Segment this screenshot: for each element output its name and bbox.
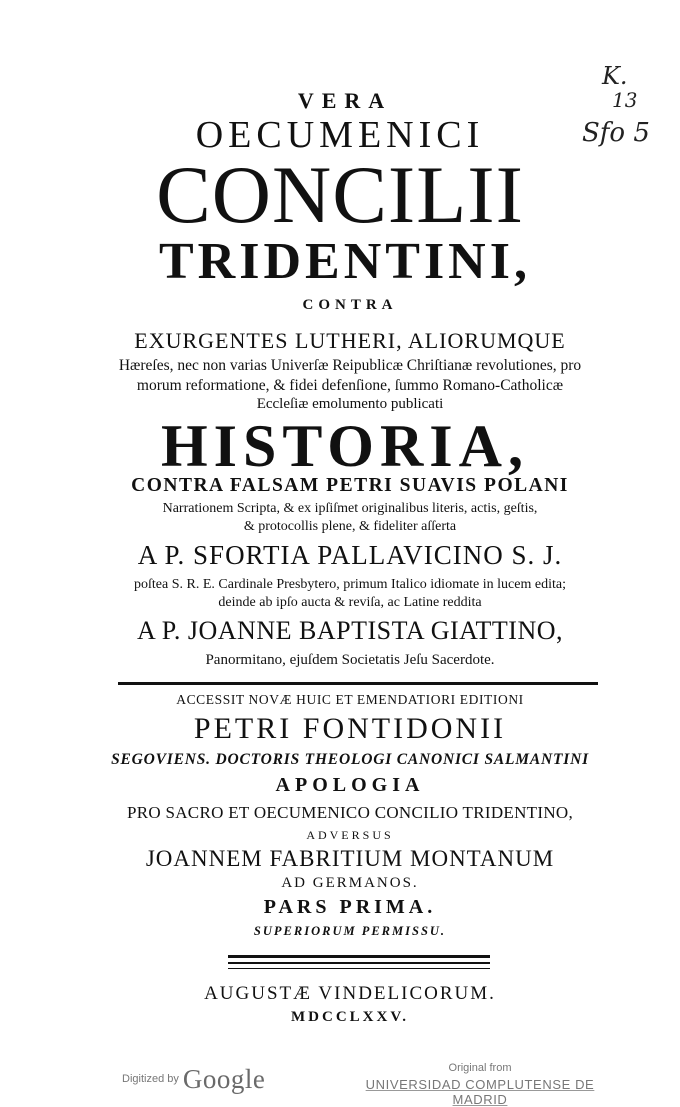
handwritten-shelfmark-1: K. (602, 62, 628, 90)
title-contra: CONTRA (302, 297, 398, 313)
author-petri-fontidonii: PETRI FONTIDONII (193, 712, 507, 745)
google-logo: Google (182, 1064, 266, 1094)
subtitle-exurgentes: EXURGENTES LUTHERI, ALIORUMQUE (134, 328, 566, 353)
original-from (340, 1062, 620, 1107)
text-superiorum-permissu: SUPERIORUM PERMISSU. (253, 924, 447, 938)
title-vera: VERA (297, 88, 393, 113)
divider-rule-2b (228, 962, 490, 964)
text-narrationem-1: Narrationem Scripta, & ex ipſiſmet originalibus literis, actis, geſtis, (162, 501, 538, 516)
subtitle-contra-falsam: CONTRA FALSAM PETRI SUAVIS POLANI (131, 475, 569, 496)
text-haereses-3: Eccleſiæ emolumento publicati (256, 396, 444, 412)
digitized-by-label: Digitized by (122, 1073, 179, 1085)
handwritten-shelfmark-3: Sfo 5 (582, 118, 650, 148)
text-ad-germanos: AD GERMANOS. (281, 875, 419, 891)
divider-rule-1 (118, 682, 598, 685)
author-sforzia: A P. SFORTIA PALLAVICINO S. J. (137, 540, 563, 570)
text-narrationem-2: & protocollis plene, & fideliter aſſerta (243, 519, 457, 534)
text-haereses-2: morum reformatione, & fidei defenſione, ſummo Romano-Catholicæ (136, 377, 564, 394)
imprint-augustae: AUGUSTÆ VINDELICORUM. (204, 983, 496, 1004)
translator-giattino: A P. JOANNE BAPTISTA GIATTINO, (136, 616, 564, 645)
title-apologia: APOLOGIA (275, 774, 425, 796)
imprint-year: MDCCLXXV. (291, 1009, 409, 1025)
title-concilii: CONCILII (156, 149, 524, 240)
text-joannem-fabritium: JOANNEM FABRITIUM MONTANUM (145, 846, 555, 871)
divider-rule-2a (228, 955, 490, 958)
title-tridentini: TRIDENTINI, (159, 233, 531, 290)
title-oecumenici: OECUMENICI (195, 114, 485, 156)
text-pars-prima: PARS PRIMA. (263, 896, 437, 918)
text-postea: poſtea S. R. E. Cardinale Presbytero, primum Italico idiomate in lucem edita; (134, 577, 566, 592)
library-name: UNIVERSIDAD COMPLUTENSE DE MADRID (365, 1077, 595, 1107)
text-adversus: ADVERSUS (306, 828, 394, 842)
text-panormitano: Panormitano, ejuſdem Societatis Jeſu Sacerdote. (205, 652, 495, 668)
handwritten-shelfmark-2: 13 (612, 88, 638, 112)
text-haereses-1: Hæreſes, nec non varias Univerſæ Reipublicæ Chriſtianæ revolutiones, pro (118, 357, 582, 374)
text-deinde: deinde ab ipſo aucta & reviſa, ac Latine reddita (218, 595, 482, 610)
divider-rule-2c (228, 968, 490, 969)
text-accessit: ACCESSIT NOVÆ HUIC ET EMENDATIORI EDITIONI (176, 692, 524, 707)
text-segoviens: SEGOVIENS. DOCTORIS THEOLOGI CANONICI SALMANTINI (111, 751, 589, 768)
text-pro-sacro: PRO SACRO ET OECUMENICO CONCILIO TRIDENTINO, (126, 803, 574, 822)
title-historia: HISTORIA, (160, 413, 529, 479)
digitized-by-google (122, 1064, 265, 1095)
original-from-label: Original from (448, 1062, 512, 1074)
